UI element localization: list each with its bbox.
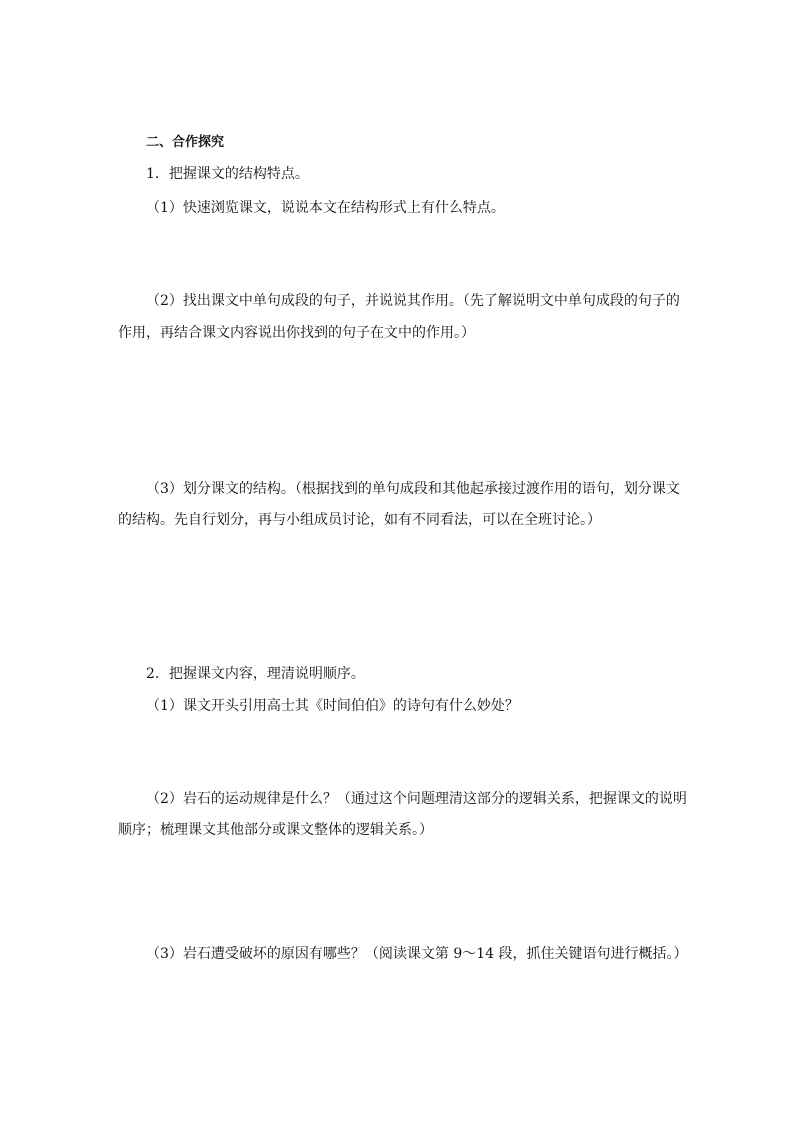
question-2-sub-3: （3）岩石遭受破坏的原因有哪些？（阅读课文第 9～14 段，抓住关键语句进行概括。） [146,946,688,962]
section-heading: 二、合作探究 [146,135,225,150]
question-1-sub-3-line-2: 的结构。先自行划分，再与小组成员讨论，如有不同看法，可以在全班讨论。） [118,512,601,528]
question-2-sub-2-line-1: （2）岩石的运动规律是什么？（通过这个问题理清这部分的逻辑关系，把握课文的说明 [146,791,687,807]
question-1-title: 1．把握课文的结构特点。 [146,166,309,182]
question-2-sub-1: （1）课文开头引用高士其《时间伯伯》的诗句有什么妙处？ [146,698,519,714]
question-1-sub-3-line-1: （3）划分课文的结构。（根据找到的单句成段和其他起承接过渡作用的语句，划分课文 [146,481,680,497]
question-1-sub-1: （1）快速浏览课文，说说本文在结构形式上有什么特点。 [146,200,505,216]
question-2-title: 2．把握课文内容，理清说明顺序。 [146,666,365,682]
question-2-sub-2-line-2: 顺序；梳理课文其他部分或课文整体的逻辑关系。） [118,822,433,838]
question-1-sub-2-line-1: （2）找出课文中单句成段的句子，并说说其作用。（先了解说明文中单句成段的句子的 [146,293,680,309]
question-1-sub-2-line-2: 作用，再结合课文内容说出你找到的句子在文中的作用。） [118,325,475,341]
